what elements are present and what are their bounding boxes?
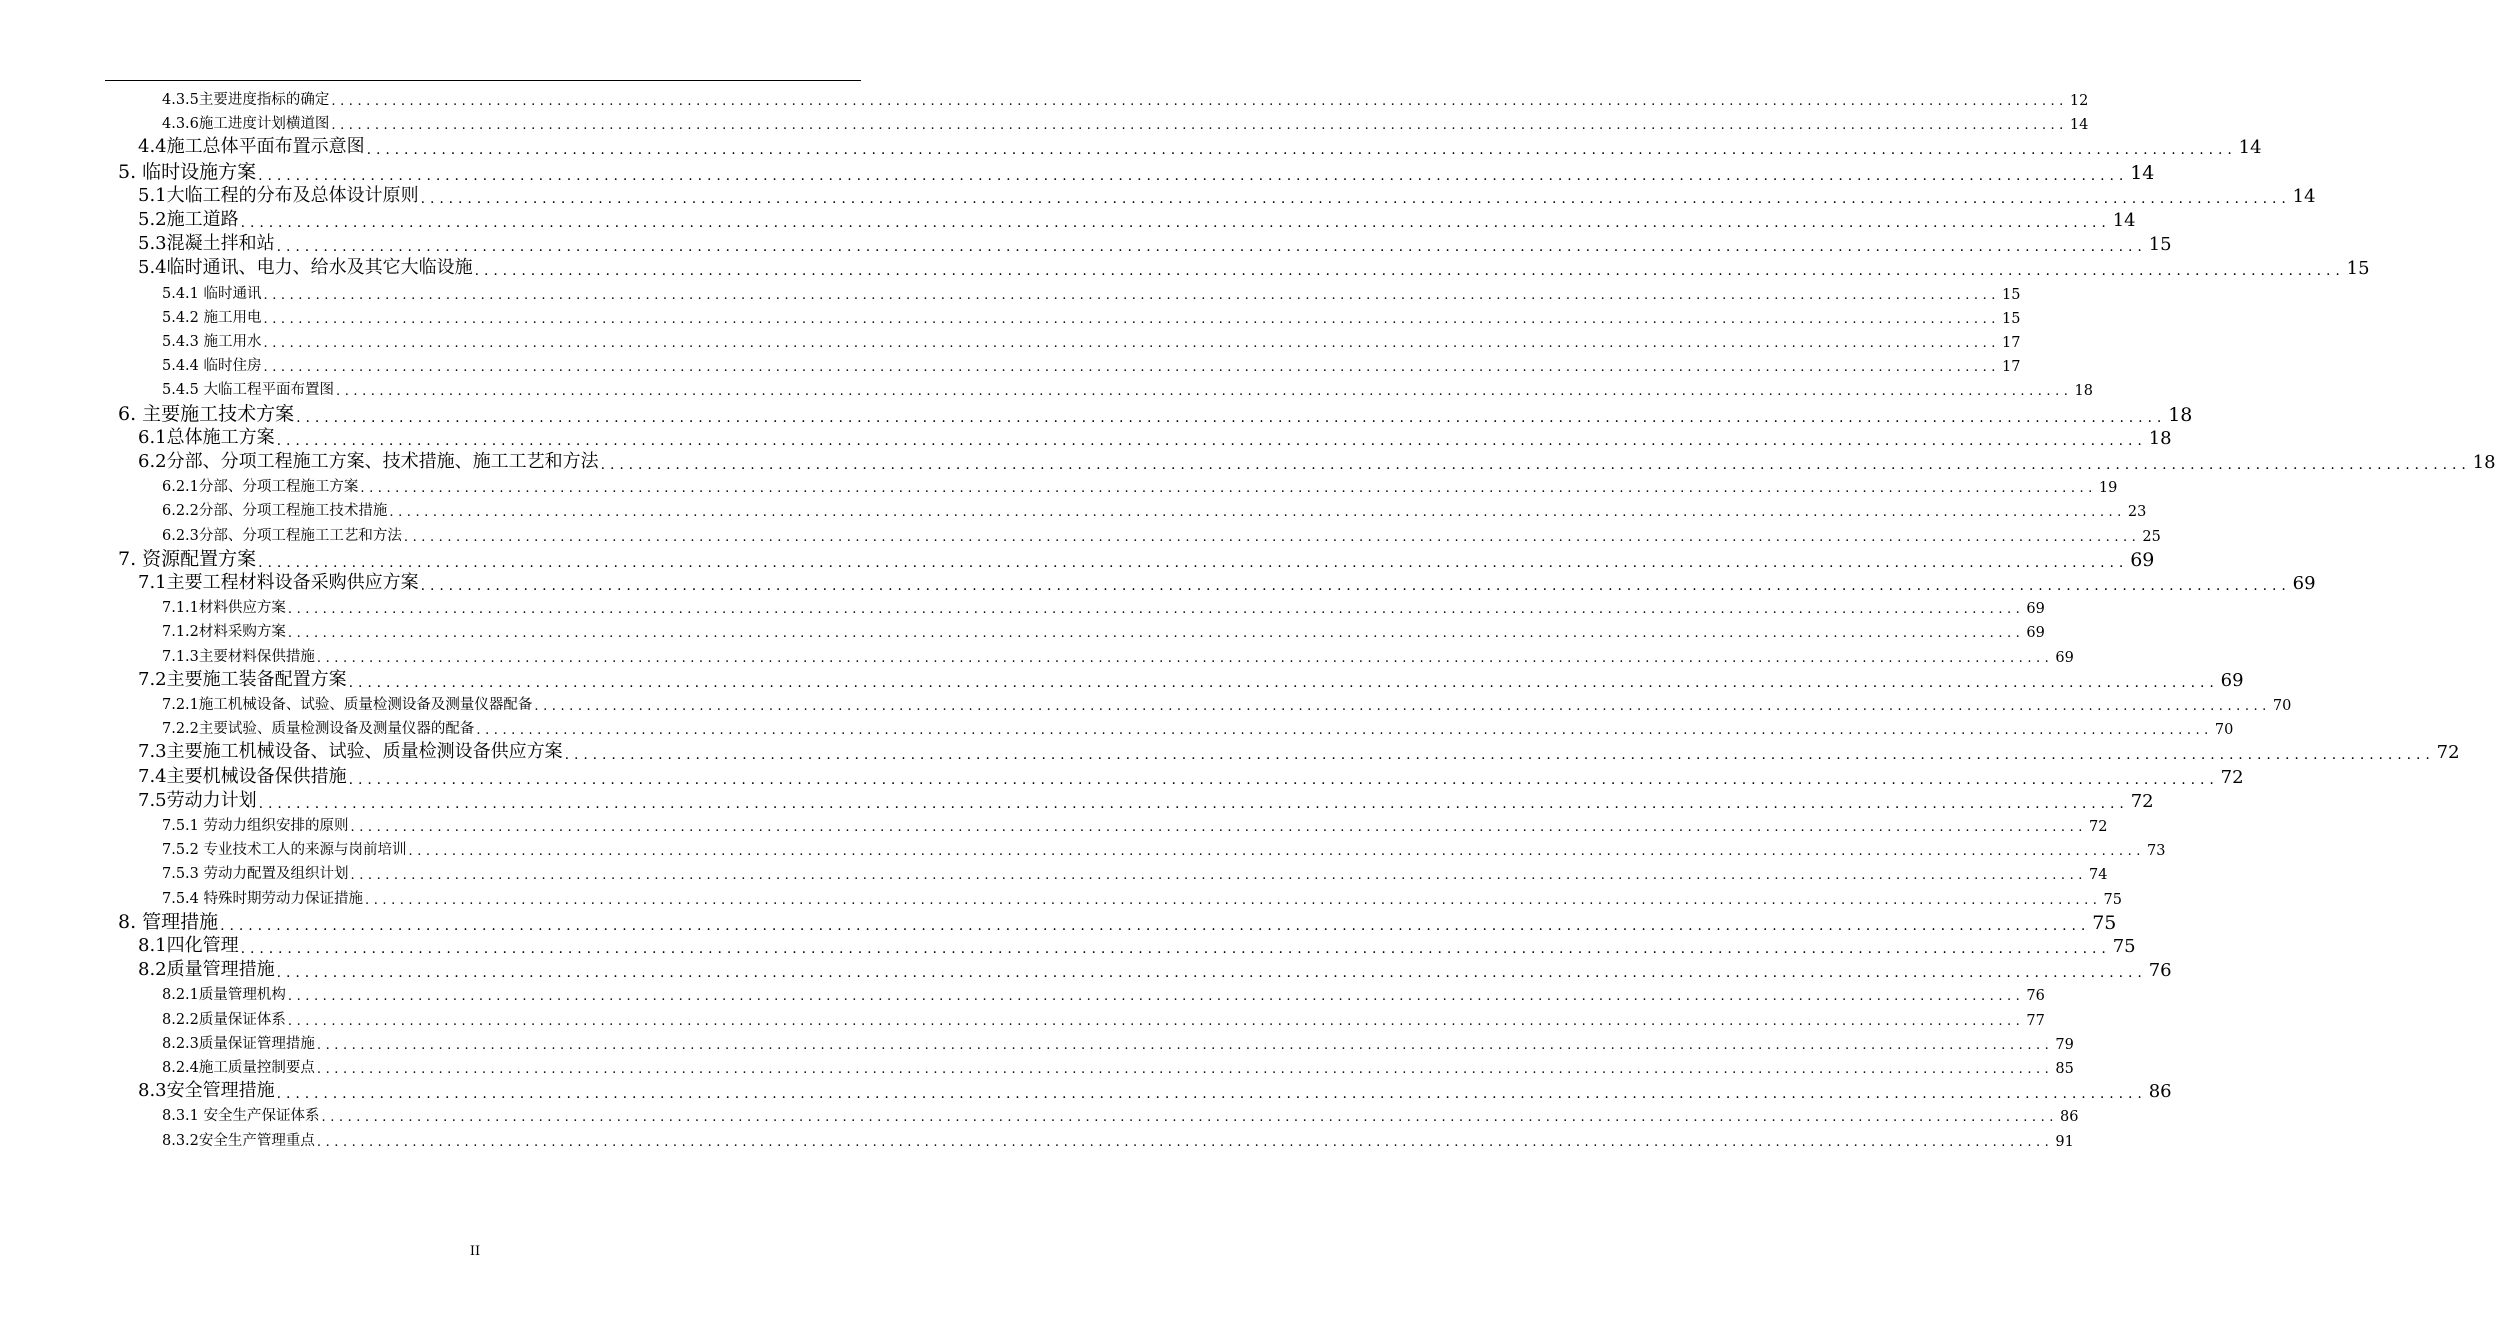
toc-entry-page: 91	[2055, 1133, 2074, 1150]
toc-entry-level-1[interactable]	[118, 544, 2155, 571]
toc-entry-label: 5.2施工道路	[138, 209, 239, 230]
toc-entry-label: 8.2质量管理措施	[138, 959, 275, 981]
toc-entry-page: 18	[2148, 427, 2172, 449]
toc-entry-level-2[interactable]	[138, 132, 2262, 159]
dot-leader: ........................................................................................................................................................................................................	[408, 844, 2145, 860]
toc-entry-label: 7.1.1材料供应方案	[162, 600, 286, 617]
toc-entry-page: 75	[2103, 891, 2122, 908]
toc-entry-level-2[interactable]	[138, 568, 2316, 594]
toc-entry-level-3[interactable]	[162, 475, 2118, 497]
toc-entry-label: 7.5劳动力计划	[138, 789, 257, 811]
toc-entry-label: 4.4施工总体平面布置示意图	[138, 136, 365, 158]
dot-leader: ........................................................................................................................................................................................................	[350, 820, 2087, 835]
dot-leader: ........................................................................................................................................................................................................	[336, 384, 2073, 400]
toc-entry-page: 18	[2472, 452, 2496, 473]
toc-entry-label: 7.2.1施工机械设备、试验、质量检测设备及测量仪器配备	[162, 697, 533, 713]
dot-leader: ........................................................................................................................................................................................................	[420, 578, 2291, 594]
toc-entry-level-2[interactable]	[138, 786, 2154, 812]
toc-entry-level-1[interactable]	[118, 399, 2193, 426]
toc-entry-label: 6.2.3分部、分项工程施工工艺和方法	[162, 527, 402, 544]
dot-leader: ........................................................................................................................................................................................................	[331, 118, 2068, 134]
dot-leader: ........................................................................................................................................................................................................	[389, 505, 2126, 521]
toc-entry-level-2[interactable]	[138, 665, 2244, 691]
dot-leader: ........................................................................................................................................................................................................	[287, 1013, 2025, 1029]
toc-entry-level-2[interactable]	[138, 205, 2136, 231]
toc-entry-label: 7.5.1 劳动力组织安排的原则	[162, 818, 349, 834]
dot-leader: ........................................................................................................................................................................................................	[276, 1086, 2147, 1103]
dot-leader: ........................................................................................................................................................................................................	[600, 457, 2471, 473]
dot-leader: ........................................................................................................................................................................................................	[420, 190, 2291, 207]
dot-leader: ........................................................................................................................................................................................................	[348, 674, 2219, 691]
toc-entry-page: 14	[2112, 210, 2136, 231]
toc-entry-label: 7.3主要施工机械设备、试验、质量检测设备供应方案	[138, 741, 563, 763]
toc-entry-page: 86	[2148, 1081, 2172, 1103]
toc-entry-label: 7. 资源配置方案	[118, 547, 257, 570]
toc-entry-page: 79	[2055, 1036, 2074, 1053]
toc-entry-page: 69	[2130, 548, 2155, 571]
toc-entry-level-3[interactable]	[162, 1056, 2074, 1077]
toc-entry-page: 15	[2148, 234, 2172, 256]
toc-entry-level-2[interactable]	[138, 931, 2136, 957]
toc-entry-label: 8.3.1 安全生产保证体系	[162, 1108, 320, 1125]
toc-entry-level-3[interactable]	[162, 1008, 2045, 1029]
toc-entry-page: 75	[2112, 936, 2136, 957]
toc-entry-level-3[interactable]	[162, 983, 2045, 1005]
toc-entry-page: 69	[2055, 649, 2074, 666]
dot-leader: ........................................................................................................................................................................................................	[220, 917, 2091, 934]
toc-entry-level-3[interactable]	[162, 717, 2234, 739]
toc-entry-page: 25	[2142, 528, 2161, 545]
toc-entry-page: 86	[2059, 1109, 2079, 1126]
toc-entry-page: 18	[2074, 383, 2093, 400]
toc-entry-level-3[interactable]	[162, 693, 2292, 714]
toc-entry-page: 12	[2069, 93, 2089, 109]
toc-entry-page: 15	[2001, 310, 2021, 327]
toc-entry-page: 72	[2088, 819, 2108, 835]
toc-entry-label: 6.1总体施工方案	[138, 426, 275, 448]
dot-leader: ........................................................................................................................................................................................................	[240, 941, 2111, 957]
toc-entry-label: 7.1.2材料采购方案	[162, 624, 286, 641]
dot-leader: ........................................................................................................................................................................................................	[287, 989, 2025, 1005]
toc-entry-label: 8.3.2安全生产管理重点	[162, 1132, 315, 1149]
toc-entry-level-3[interactable]	[162, 596, 2045, 618]
toc-entry-level-3[interactable]	[162, 1129, 2074, 1150]
dot-leader: ........................................................................................................................................................................................................	[287, 626, 2025, 642]
toc-entry-label: 7.5.4 特殊时期劳动力保证措施	[162, 890, 364, 907]
toc-entry-level-3[interactable]	[162, 499, 2147, 521]
toc-entry-page: 76	[2026, 988, 2045, 1005]
toc-entry-page: 17	[2001, 335, 2021, 351]
toc-entry-label: 8.1四化管理	[138, 935, 239, 956]
toc-entry-level-3[interactable]	[162, 282, 2021, 303]
toc-entry-label: 5.4临时通讯、电力、给水及其它大临设施	[138, 257, 473, 279]
toc-entry-page: 19	[2098, 480, 2118, 497]
toc-entry-page: 72	[2130, 790, 2154, 812]
dot-leader: ........................................................................................................................................................................................................	[316, 1134, 2054, 1150]
toc-entry-label: 5.3混凝土拌和站	[138, 233, 275, 255]
dot-leader: ........................................................................................................................................................................................................	[263, 287, 2000, 303]
toc-entry-level-1[interactable]	[118, 907, 2117, 934]
toc-entry-level-3[interactable]	[162, 378, 2093, 400]
toc-entry-page: 17	[2001, 359, 2021, 376]
toc-entry-level-3[interactable]	[162, 524, 2161, 545]
toc-entry-page: 15	[2001, 286, 2021, 303]
dot-leader: ........................................................................................................................................................................................................	[366, 142, 2237, 159]
toc-entry-page: 72	[2436, 742, 2460, 764]
dot-leader: ........................................................................................................................................................................................................	[296, 409, 2167, 426]
toc-entry-page: 70	[2214, 722, 2234, 739]
dot-leader: ........................................................................................................................................................................................................	[331, 94, 2068, 109]
dot-leader: ........................................................................................................................................................................................................	[276, 432, 2147, 449]
toc-entry-label: 4.3.6施工进度计划横道图	[162, 116, 330, 133]
toc-entry-level-3[interactable]	[162, 112, 2089, 134]
toc-entry-level-3[interactable]	[162, 887, 2122, 908]
toc-entry-label: 7.4主要机械设备保供措施	[138, 765, 347, 787]
toc-entry-page: 15	[2346, 258, 2370, 280]
toc-entry-level-2[interactable]	[138, 762, 2244, 788]
toc-entry-label: 8.2.1质量管理机构	[162, 987, 286, 1004]
dot-leader: ........................................................................................................................................................................................................	[534, 699, 2271, 714]
toc-entry-page: 74	[2088, 867, 2108, 884]
toc-entry-page: 69	[2026, 625, 2045, 642]
dot-leader: ........................................................................................................................................................................................................	[258, 167, 2129, 184]
dot-leader: ........................................................................................................................................................................................................	[348, 771, 2219, 788]
toc-entry-page: 75	[2092, 911, 2117, 934]
page-number: II	[469, 1244, 481, 1259]
toc-entry-label: 5.1大临工程的分布及总体设计原则	[138, 184, 419, 206]
dot-leader: ........................................................................................................................................................................................................	[365, 892, 2102, 908]
toc-entry-label: 6.2.1分部、分项工程施工方案	[162, 479, 359, 496]
dot-leader: ........................................................................................................................................................................................................	[263, 311, 2000, 327]
toc-entry-label: 7.2.2主要试验、质量检测设备及测量仪器的配备	[162, 721, 475, 738]
toc-entry-level-3[interactable]	[162, 838, 2166, 860]
toc-entry-label: 8.3安全管理措施	[138, 1080, 275, 1102]
dot-leader: ........................................................................................................................................................................................................	[350, 868, 2087, 884]
toc-entry-page: 14	[2238, 137, 2262, 159]
dot-leader: ........................................................................................................................................................................................................	[263, 336, 2000, 351]
toc-entry-page: 76	[2148, 960, 2172, 982]
toc-entry-page: 85	[2055, 1061, 2074, 1077]
toc-entry-label: 5.4.1 临时通讯	[162, 285, 262, 302]
toc-entry-label: 8.2.3质量保证管理措施	[162, 1035, 315, 1052]
toc-entry-label: 5.4.5 大临工程平面布置图	[162, 382, 335, 399]
dot-leader: ........................................................................................................................................................................................................	[316, 650, 2054, 666]
toc-entry-page: 18	[2168, 403, 2193, 426]
dot-leader: ........................................................................................................................................................................................................	[263, 360, 2000, 376]
dot-leader: ........................................................................................................................................................................................................	[258, 795, 2129, 812]
toc-entry-label: 8.2.4施工质量控制要点	[162, 1060, 315, 1076]
header-rule	[105, 80, 861, 81]
toc-entry-level-2[interactable]	[138, 423, 2172, 449]
dot-leader: ........................................................................................................................................................................................................	[240, 215, 2111, 231]
dot-leader: ........................................................................................................................................................................................................	[321, 1110, 2058, 1126]
toc-entry-page: 69	[2026, 601, 2045, 618]
toc-entry-label: 5.4.2 施工用电	[162, 309, 262, 326]
toc-entry-level-2[interactable]	[138, 955, 2172, 982]
toc-entry-page: 73	[2146, 843, 2166, 860]
toc-entry-page: 14	[2292, 185, 2316, 207]
toc-entry-label: 7.5.3 劳动力配置及组织计划	[162, 866, 349, 883]
toc-entry-page: 14	[2069, 117, 2089, 134]
toc-entry-level-3[interactable]	[162, 814, 2108, 835]
toc-entry-label: 6.2分部、分项工程施工方案、技术措施、施工工艺和方法	[138, 451, 599, 472]
toc-entry-level-2[interactable]	[138, 253, 2370, 280]
toc-entry-label: 5.4.3 施工用水	[162, 334, 262, 350]
toc-entry-level-3[interactable]	[162, 1032, 2074, 1053]
dot-leader: ........................................................................................................................................................................................................	[258, 554, 2129, 571]
dot-leader: ........................................................................................................................................................................................................	[564, 747, 2435, 764]
toc-entry-label: 8.2.2质量保证体系	[162, 1011, 286, 1028]
dot-leader: ........................................................................................................................................................................................................	[474, 263, 2345, 280]
dot-leader: ........................................................................................................................................................................................................	[476, 723, 2213, 739]
toc-entry-level-3[interactable]	[162, 862, 2108, 884]
toc-entry-level-3[interactable]	[162, 306, 2021, 327]
toc-entry-label: 6.2.2分部、分项工程施工技术措施	[162, 503, 388, 520]
dot-leader: ........................................................................................................................................................................................................	[287, 602, 2025, 618]
toc-entry-label: 7.1.3主要材料保供措施	[162, 648, 315, 665]
toc-entry-page: 77	[2026, 1012, 2045, 1029]
toc-entry-page: 69	[2292, 573, 2316, 594]
toc-entry-level-1[interactable]	[118, 157, 2155, 184]
toc-entry-page: 69	[2220, 669, 2244, 691]
toc-entry-label: 8. 管理措施	[118, 910, 219, 933]
toc-entry-level-2[interactable]	[138, 737, 2460, 764]
toc-entry-label: 7.5.2 专业技术工人的来源与岗前培训	[162, 842, 407, 859]
toc-entry-page: 23	[2127, 504, 2147, 521]
toc-entry-level-3[interactable]	[162, 645, 2074, 666]
dot-leader: ........................................................................................................................................................................................................	[316, 1037, 2054, 1053]
dot-leader: ........................................................................................................................................................................................................	[403, 529, 2141, 545]
toc-entry-level-2[interactable]	[138, 447, 2496, 473]
toc-entry-label: 6. 主要施工技术方案	[118, 402, 295, 425]
toc-entry-page: 72	[2220, 766, 2244, 788]
toc-entry-page: 14	[2130, 161, 2155, 184]
toc-entry-level-2[interactable]	[138, 1076, 2172, 1103]
dot-leader: ........................................................................................................................................................................................................	[276, 965, 2147, 982]
toc-entry-label: 5. 临时设施方案	[118, 160, 257, 183]
toc-entry-level-3[interactable]	[162, 620, 2045, 642]
toc-entry-label: 5.4.4 临时住房	[162, 358, 262, 375]
dot-leader: ........................................................................................................................................................................................................	[276, 239, 2147, 256]
toc-entry-level-3[interactable]	[162, 1104, 2079, 1126]
toc-entry-level-3[interactable]	[162, 88, 2089, 109]
toc-entry-level-3[interactable]	[162, 330, 2021, 351]
toc-entry-level-2[interactable]	[138, 229, 2172, 256]
toc-entry-label: 7.2主要施工装备配置方案	[138, 668, 347, 690]
toc-entry-level-3[interactable]	[162, 354, 2021, 376]
toc-entry-level-2[interactable]	[138, 181, 2316, 207]
toc-entry-page: 70	[2272, 698, 2292, 714]
toc-entry-label: 7.1主要工程材料设备采购供应方案	[138, 572, 419, 593]
toc-entry-label: 4.3.5主要进度指标的确定	[162, 92, 330, 108]
dot-leader: ........................................................................................................................................................................................................	[316, 1062, 2054, 1077]
dot-leader: ........................................................................................................................................................................................................	[360, 481, 2097, 497]
